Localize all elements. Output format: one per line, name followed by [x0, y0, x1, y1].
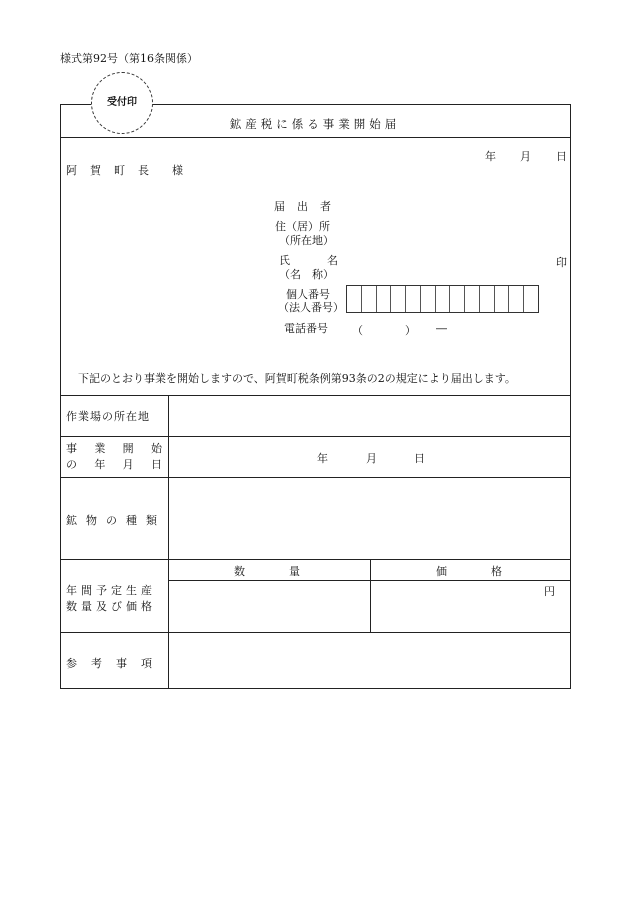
start-label-char: 始 — [150, 442, 162, 455]
start-label-char: の — [66, 458, 77, 471]
name-sub-label: （名 称） — [279, 268, 334, 281]
divider-start — [61, 477, 570, 478]
number-digit-box[interactable] — [347, 286, 362, 312]
mineral-label: 鉱物の種類 — [66, 514, 166, 527]
name-label-b: 名 — [327, 254, 338, 267]
date-month: 月 — [520, 150, 531, 163]
number-digit-box[interactable] — [450, 286, 465, 312]
form-number: 様式第92号（第16条関係） — [60, 52, 198, 65]
production-label-line1: 年間予定生産 — [66, 584, 156, 597]
quantity-header: 数 量 — [234, 565, 300, 578]
start-label-char: 月 — [122, 458, 134, 471]
start-label-line2 — [66, 457, 162, 473]
number-digit-box[interactable] — [465, 286, 480, 312]
addressee-honorific: 様 — [172, 164, 183, 177]
start-label-char: 日 — [150, 458, 162, 471]
divider-quantity-price — [370, 559, 371, 632]
number-sub-label: （法人番号） — [278, 301, 344, 314]
divider-production — [61, 632, 570, 633]
start-date-label — [66, 441, 162, 473]
number-digit-box[interactable] — [391, 286, 406, 312]
start-label-line1 — [66, 441, 162, 457]
number-digit-box[interactable] — [495, 286, 510, 312]
start-date-month: 月 — [366, 452, 377, 465]
number-digit-box[interactable] — [480, 286, 495, 312]
stamp-label: 受付印 — [107, 97, 137, 108]
applicant-heading: 届出者 — [274, 200, 343, 213]
price-header: 価 格 — [436, 565, 502, 578]
address-label: 住（居）所 — [275, 220, 330, 233]
number-digit-box[interactable] — [524, 286, 538, 312]
address-sub-label: （所在地） — [279, 234, 334, 247]
remarks-label: 参考事項 — [66, 657, 166, 670]
date-day: 日 — [556, 150, 567, 163]
production-label-line2: 数量及び価格 — [66, 600, 156, 613]
phone-label: 電話番号 — [284, 322, 328, 335]
form-title: 鉱産税に係る事業開始届 — [229, 117, 401, 131]
seal-mark: 印 — [556, 256, 567, 269]
notice-text: 下記のとおり事業を開始しますので、阿賀町税条例第93条の2の規定により届出します。 — [78, 372, 516, 385]
start-label-char: 業 — [94, 442, 106, 455]
start-label-char: 開 — [122, 442, 134, 455]
yen-unit: 円 — [544, 585, 555, 598]
number-digit-box[interactable] — [362, 286, 377, 312]
number-digit-box[interactable] — [377, 286, 392, 312]
number-input-boxes[interactable] — [346, 285, 539, 313]
date-year: 年 — [485, 150, 496, 163]
divider-mineral — [61, 559, 570, 560]
name-label-a: 氏 — [279, 254, 290, 267]
divider-applicant — [61, 395, 570, 396]
location-label: 作業場の所在地 — [66, 410, 150, 423]
divider-label-column — [168, 395, 169, 688]
divider-production-header — [168, 580, 570, 581]
number-digit-box[interactable] — [406, 286, 421, 312]
phone-open-paren: （ — [352, 324, 363, 337]
divider-title — [61, 137, 570, 138]
number-digit-box[interactable] — [509, 286, 524, 312]
phone-close-paren: ） — [405, 324, 416, 337]
addressee-name: 阿賀町長 — [66, 164, 162, 177]
start-label-char: 事 — [66, 442, 77, 455]
start-date-day: 日 — [414, 452, 425, 465]
phone-dash: ― — [436, 322, 447, 335]
number-digit-box[interactable] — [421, 286, 436, 312]
start-date-year: 年 — [317, 452, 328, 465]
number-label: 個人番号 — [286, 288, 330, 301]
number-digit-box[interactable] — [436, 286, 451, 312]
divider-location — [61, 436, 570, 437]
start-label-char: 年 — [94, 458, 106, 471]
